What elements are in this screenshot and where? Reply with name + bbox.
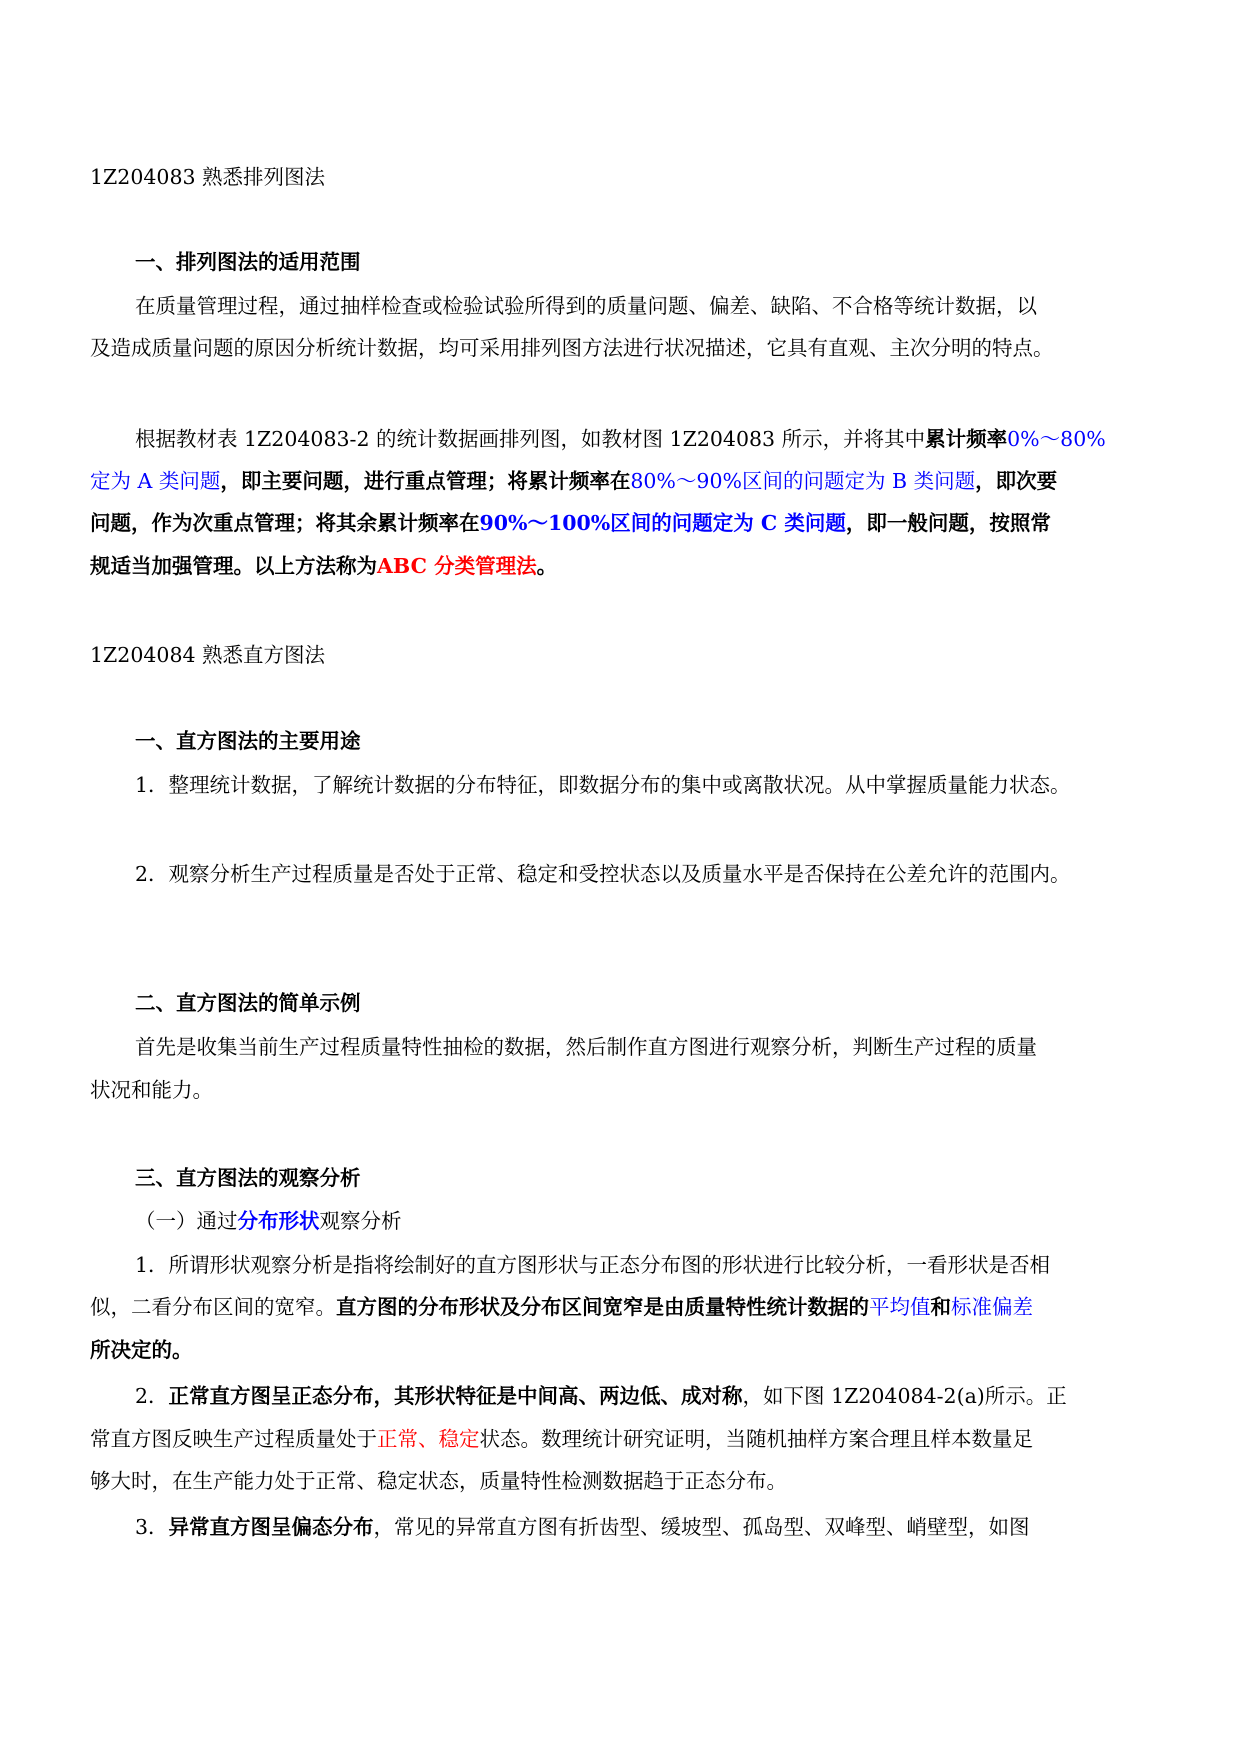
subheading-histogram-uses: 一、直方图法的主要用途	[135, 729, 361, 753]
text-run: ，如下图 1Z204084-2(a)所示。正	[742, 1384, 1067, 1408]
paragraph-line: 在质量管理过程，通过抽样检查或检验试验所得到的质量问题、偏差、缺陷、不合格等统计数据，以	[135, 294, 1037, 318]
highlight-run: 80%～90%区间的问题定为 B 类问题	[630, 469, 976, 493]
paragraph-line	[135, 1206, 402, 1236]
paragraph-line	[90, 551, 557, 581]
text-run: （一）通过	[135, 1209, 238, 1233]
paragraph-line	[90, 508, 1051, 538]
paragraph-line	[135, 1512, 1030, 1542]
highlight-run: 0%～80%	[1007, 427, 1106, 451]
text-run: 正常直方图呈正态分布，其形状特征是中间高、两边低、成对称	[168, 1384, 743, 1408]
highlight-run: 90%～100%区间的问题定为 C 类问题	[479, 511, 846, 535]
highlight-run: ABC 分类管理法	[377, 554, 537, 578]
text-run: 直方图的分布形状及分布区间宽窄是由质量特性统计数据的	[336, 1295, 869, 1319]
paragraph-line: 状况和能力。	[90, 1078, 213, 1102]
paragraph-line: 所决定的。	[90, 1338, 193, 1362]
highlight-run: 标准偏差	[951, 1295, 1033, 1319]
text-run: 似，二看分布区间的宽窄。	[90, 1295, 336, 1319]
section-heading-1z204083: 1Z204083 熟悉排列图法	[90, 165, 326, 189]
text-run: 和	[930, 1295, 951, 1319]
highlight-run: 定为 A 类问题	[90, 469, 221, 493]
section-heading-1z204084: 1Z204084 熟悉直方图法	[90, 643, 326, 667]
text-run: ，常见的异常直方图有折齿型、缓坡型、孤岛型、双峰型、峭壁型，如图	[373, 1515, 1030, 1539]
text-run: 。	[536, 554, 558, 578]
subheading-histogram-example: 二、直方图法的简单示例	[135, 991, 361, 1015]
paragraph-line	[90, 1292, 1033, 1322]
text-run: 状态。数理统计研究证明，当随机抽样方案合理且样本数量足	[479, 1427, 1033, 1451]
text-run: ，即一般问题，按照常	[845, 511, 1051, 535]
text-run: 2．	[135, 1384, 169, 1408]
paragraph-line	[90, 1424, 1033, 1454]
text-run: 观察分析	[319, 1209, 402, 1233]
paragraph-line: 及造成质量问题的原因分析统计数据，均可采用排列图方法进行状况描述，它具有直观、主次分明的特点。	[90, 336, 1054, 360]
text-run: 常直方图反映生产过程质量处于	[90, 1427, 377, 1451]
text-run: 3．	[135, 1515, 169, 1539]
text-run: ，即主要问题，进行重点管理；将累计频率在	[220, 469, 631, 493]
text-run: 三、直方图法的观察分析	[135, 1166, 361, 1190]
paragraph-line	[90, 466, 1057, 496]
subheading-pareto-scope: 一、排列图法的适用范围	[135, 250, 361, 274]
highlight-run: 平均值	[869, 1295, 931, 1319]
text-run: ，即次要	[975, 469, 1058, 493]
highlight-run: 分布形状	[237, 1209, 320, 1233]
paragraph-line: 首先是收集当前生产过程质量特性抽检的数据，然后制作直方图进行观察分析，判断生产过程的质量	[135, 1035, 1037, 1059]
text-run: 异常直方图呈偏态分布	[168, 1515, 374, 1539]
text-run: 根据教材表 1Z204083-2 的统计数据画排列图，如教材图 1Z204083 所示，并将其中	[135, 427, 926, 451]
paragraph-line: 够大时，在生产能力处于正常、稳定状态，质量特性检测数据趋于正态分布。	[90, 1469, 787, 1493]
highlight-run: 正常、稳定	[377, 1427, 480, 1451]
list-item: 2．观察分析生产过程质量是否处于正常、稳定和受控状态以及质量水平是否保持在公差允许的范围内。	[135, 862, 1071, 886]
paragraph-line	[135, 1381, 1067, 1411]
paragraph-line: 1．所谓形状观察分析是指将绘制好的直方图形状与正态分布图的形状进行比较分析，一看形状是否相	[135, 1253, 1051, 1277]
text-run: 问题，作为次重点管理；将其余累计频率在	[90, 511, 480, 535]
text-run: 规适当加强管理。以上方法称为	[90, 554, 377, 578]
subheading-histogram-analysis	[135, 1163, 361, 1193]
text-run: 累计频率	[925, 427, 1008, 451]
list-item: 1．整理统计数据，了解统计数据的分布特征，即数据分布的集中或离散状况。从中掌握质量能力状态。	[135, 773, 1071, 797]
paragraph-line	[135, 424, 1106, 454]
